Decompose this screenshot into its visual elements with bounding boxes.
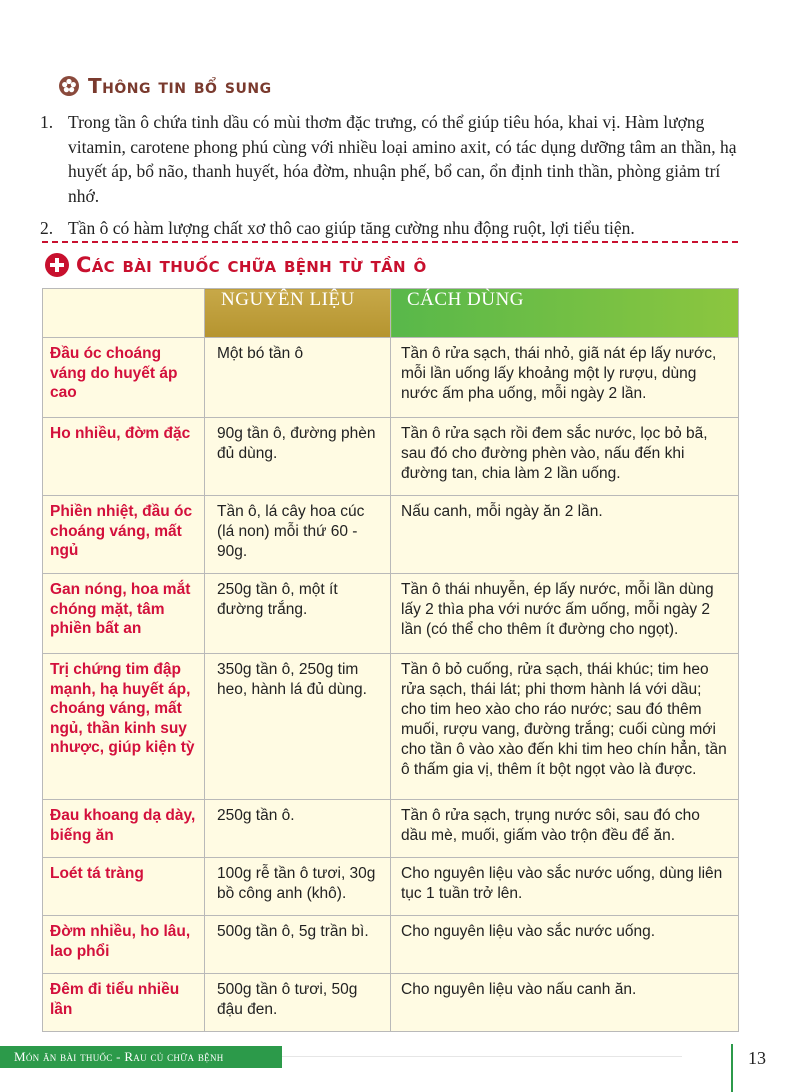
info-list: [40, 110, 740, 249]
condition-cell: Gan nóng, hoa mắt chóng mặt, tâm phiền bất an: [43, 574, 205, 654]
condition-cell: Đờm nhiều, ho lâu, lao phổi: [43, 916, 205, 974]
condition-cell: Trị chứng tim đập mạnh, hạ huyết áp, choáng váng, mất ngủ, thần kinh suy nhược, giúp kiện tỳ: [43, 654, 205, 800]
ingredients-cell: 100g rễ tần ô tươi, 30g bồ công anh (khô).: [205, 858, 391, 916]
ingredients-cell: 500g tần ô tươi, 50g đậu đen.: [205, 974, 391, 1032]
table-header-row: [43, 289, 739, 338]
header-usage: CÁCH DÙNG: [391, 289, 739, 338]
table-row: [43, 916, 739, 974]
usage-cell: Tần ô rửa sạch, thái nhỏ, giã nát ép lấy nước, mỗi lần uống lấy khoảng một ly rượu, dùng nước ấm pha uống, mỗi ngày 2 lần.: [391, 338, 739, 418]
ingredients-cell: 500g tần ô, 5g trần bì.: [205, 916, 391, 974]
condition-cell: Đau khoang dạ dày, biếng ăn: [43, 800, 205, 858]
page-bar: [731, 1044, 733, 1092]
table-row: [43, 858, 739, 916]
usage-cell: Tần ô rửa sạch rồi đem sắc nước, lọc bỏ bã, sau đó cho đường phèn vào, nấu đến khi đường tan, chia làm 2 lần uống.: [391, 418, 739, 496]
table-row: [43, 654, 739, 800]
plus-circle-icon: [44, 252, 70, 278]
table-row: [43, 800, 739, 858]
ingredients-cell: Tần ô, lá cây hoa cúc (lá non) mỗi thứ 60 - 90g.: [205, 496, 391, 574]
table-row: [43, 974, 739, 1032]
footer-book-title: Món ăn bài thuốc - Rau củ chữa bệnh: [0, 1046, 282, 1068]
table-row: [43, 338, 739, 418]
condition-cell: Phiền nhiệt, đầu óc choáng váng, mất ngủ: [43, 496, 205, 574]
remedies-table: [42, 288, 739, 1032]
info-item-text: Trong tần ô chứa tinh dầu có mùi thơm đặc trưng, có thể giúp tiêu hóa, khai vị. Hàm lượng vitamin, carotene phong phú cùng với nhiều loại amino axit, có tác dụng dưỡng tâm an thần, hạ huyết áp, bổ não, thanh huyết, hóa đờm, nhuận phế, bổ can, ổn định tinh thần, phòng giảm trí nhớ.: [68, 112, 737, 206]
usage-cell: Tần ô bỏ cuống, rửa sạch, thái khúc; tim heo rửa sạch, thái lát; phi thơm hành lá với dầu; cho tim heo xào cho ráo nước; sau đó thêm muối, rượu vang, đường trắng; cuối cùng mới cho tần ô vào xào đến khi tim heo chín hẳn, tần ô thấm gia vị, thêm ít bột ngọt vào là được.: [391, 654, 739, 800]
remedies-heading: [44, 252, 427, 278]
table-row: [43, 574, 739, 654]
flower-icon: [58, 75, 80, 97]
condition-cell: Ho nhiều, đờm đặc: [43, 418, 205, 496]
usage-cell: Tần ô rửa sạch, trụng nước sôi, sau đó cho dầu mè, muối, giấm vào trộn đều để ăn.: [391, 800, 739, 858]
usage-cell: Cho nguyên liệu vào sắc nước uống.: [391, 916, 739, 974]
ingredients-cell: Một bó tần ô: [205, 338, 391, 418]
footer-rule: [282, 1056, 682, 1057]
page-number: 13: [748, 1048, 766, 1068]
info-item-number: 1.: [40, 112, 54, 132]
info-item: [40, 110, 740, 208]
info-item: [40, 216, 740, 241]
header-ingredients: NGUYÊN LIỆU: [205, 289, 391, 338]
ingredients-cell: 250g tần ô, một ít đường trắng.: [205, 574, 391, 654]
info-heading: [58, 74, 272, 98]
usage-cell: Nấu canh, mỗi ngày ăn 2 lần.: [391, 496, 739, 574]
ingredients-cell: 250g tần ô.: [205, 800, 391, 858]
dashed-divider: [42, 241, 738, 243]
usage-cell: Cho nguyên liệu vào sắc nước uống, dùng liên tục 1 tuần trở lên.: [391, 858, 739, 916]
usage-cell: Tần ô thái nhuyễn, ép lấy nước, mỗi lần dùng lấy 2 thìa pha với nước ấm uống, mỗi ngày 2 lần (có thể cho thêm ít đường cho ngọt).: [391, 574, 739, 654]
info-title: Thông tin bổ sung: [88, 74, 272, 98]
condition-cell: Đêm đi tiểu nhiều lần: [43, 974, 205, 1032]
condition-cell: Loét tá tràng: [43, 858, 205, 916]
table-row: [43, 418, 739, 496]
ingredients-cell: 90g tần ô, đường phèn đủ dùng.: [205, 418, 391, 496]
ingredients-cell: 350g tần ô, 250g tim heo, hành lá đủ dùng.: [205, 654, 391, 800]
remedies-title: Các bài thuốc chữa bệnh từ tần ô: [76, 253, 427, 277]
header-blank-cell: [43, 289, 205, 338]
condition-cell: Đầu óc choáng váng do huyết áp cao: [43, 338, 205, 418]
table-row: [43, 496, 739, 574]
info-item-text: Tần ô có hàm lượng chất xơ thô cao giúp tăng cường nhu động ruột, lợi tiểu tiện.: [68, 218, 635, 238]
usage-cell: Cho nguyên liệu vào nấu canh ăn.: [391, 974, 739, 1032]
info-item-number: 2.: [40, 218, 54, 238]
